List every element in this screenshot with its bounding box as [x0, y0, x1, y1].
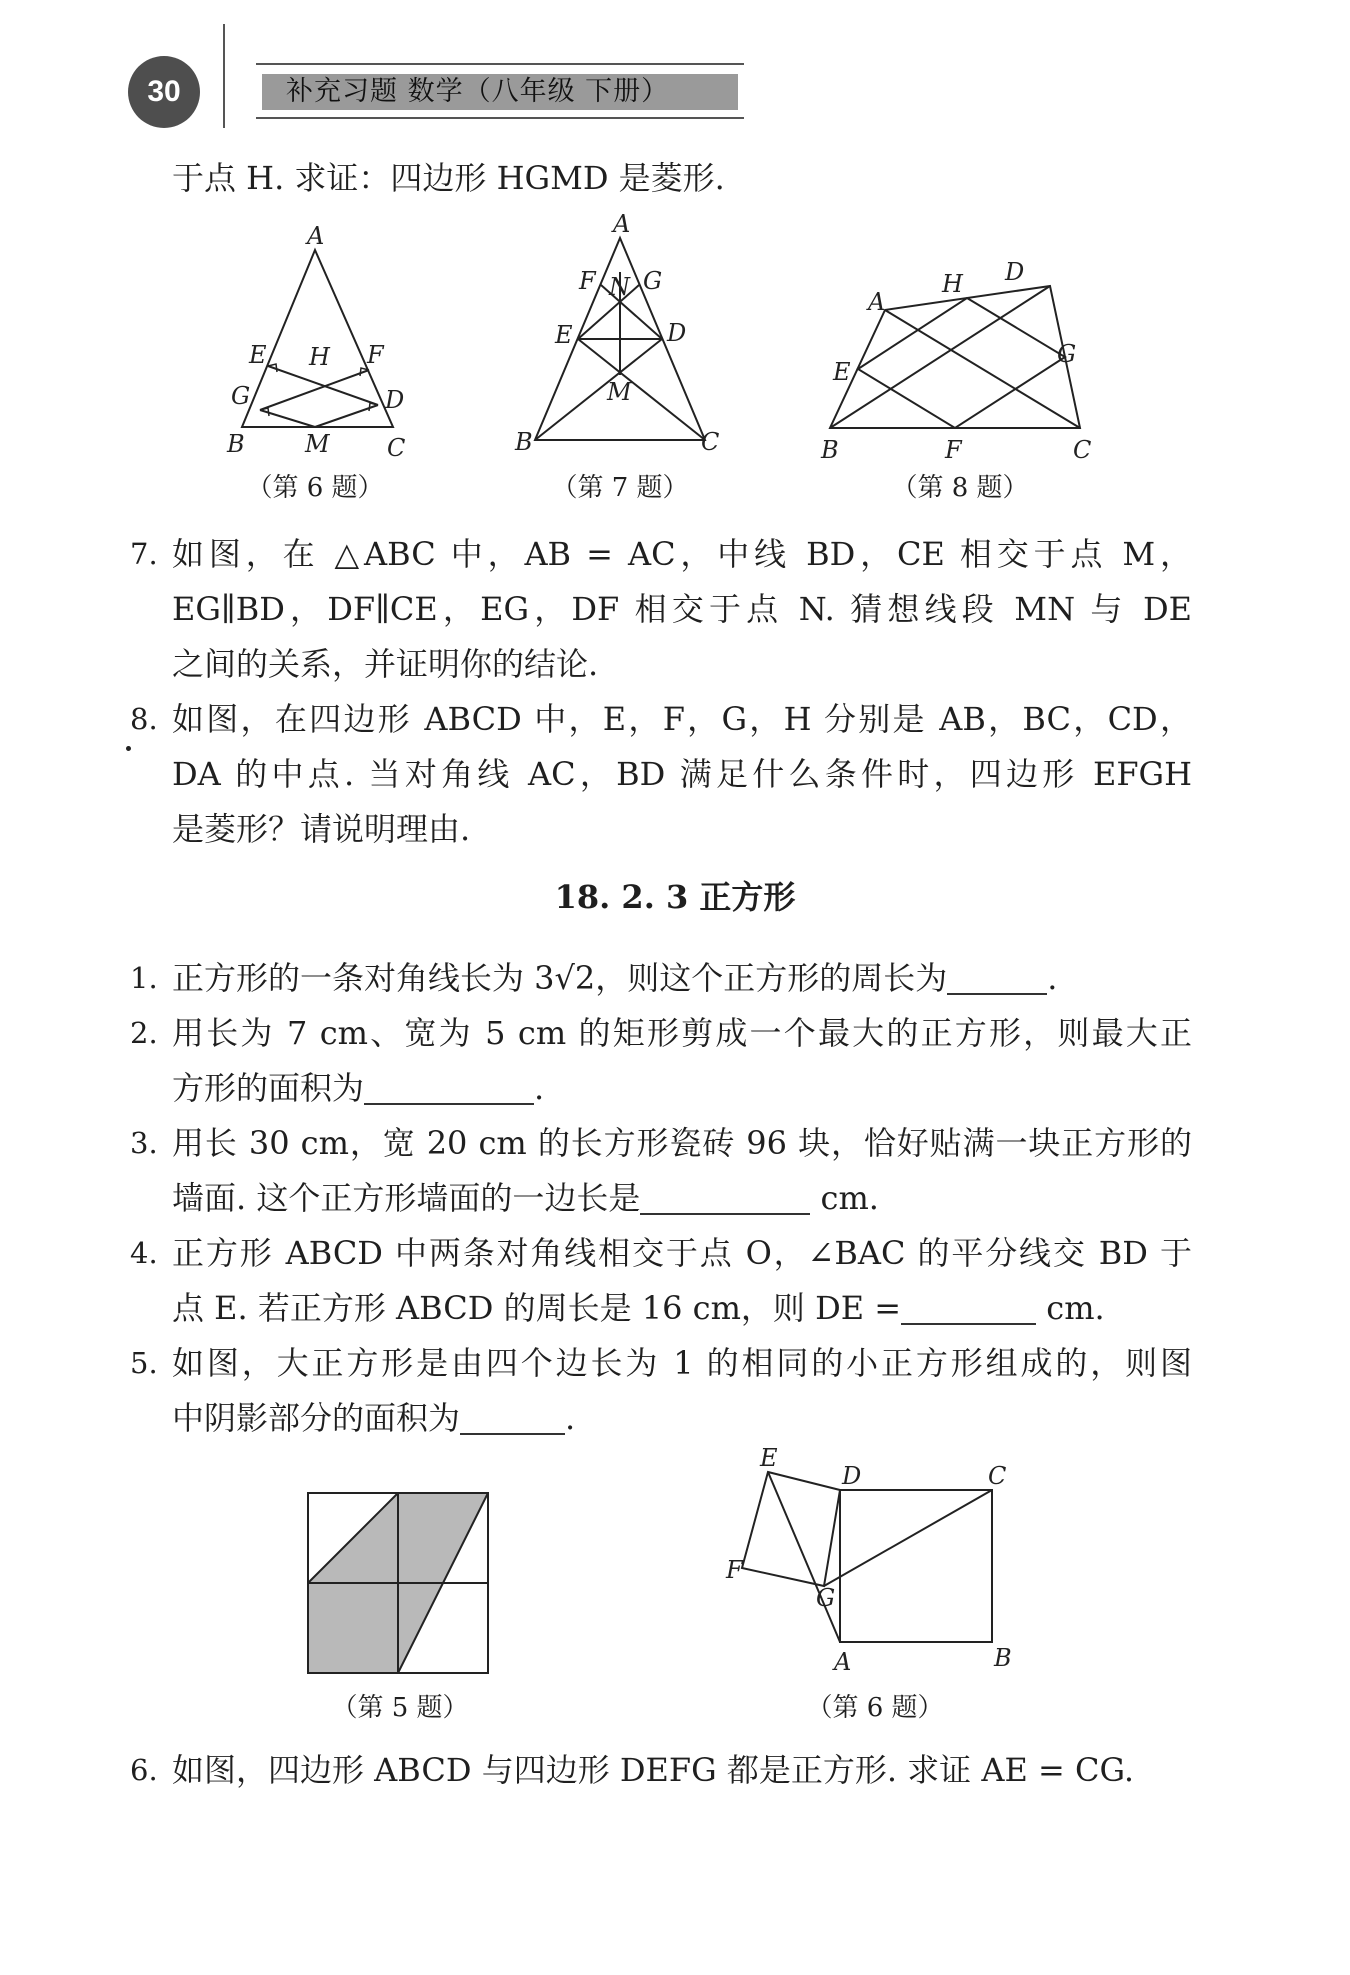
problem-7-line-1: 如图，在 △ABC 中，AB = AC，中线 BD，CE 相交于点 M，: [172, 535, 1192, 573]
label-E: E: [555, 321, 573, 349]
exercise-4-line-1: 正方形 ABCD 中两条对角线相交于点 O，∠BAC 的平分线交 BD 于: [172, 1234, 1192, 1272]
page-number-badge: 30: [128, 56, 200, 128]
figure-6-triangle: [215, 220, 415, 470]
label-E: E: [833, 358, 851, 386]
header-rule-bottom: [256, 117, 744, 119]
label-B: B: [227, 430, 245, 458]
answer-blank[interactable]: [460, 1403, 565, 1435]
figure-5-caption: （第 5 题）: [331, 1693, 469, 1723]
label-A: A: [834, 1648, 852, 1676]
label-B: B: [821, 436, 839, 464]
exercise-2-line-1: 用长为 7 cm、宽为 5 cm 的矩形剪成一个最大的正方形，则最大正: [172, 1014, 1192, 1052]
label-F: F: [945, 436, 962, 464]
problem-8-line-3: 是菱形？请说明理由.: [172, 810, 471, 848]
answer-blank[interactable]: [901, 1293, 1036, 1325]
label-B: B: [994, 1644, 1012, 1672]
label-G: G: [231, 382, 251, 410]
exercise-5-line-1: 如图，大正方形是由四个边长为 1 的相同的小正方形组成的，则图: [172, 1344, 1192, 1382]
label-C: C: [988, 1462, 1007, 1490]
label-M: M: [305, 430, 330, 458]
problem-6-text: 如图，四边形 ABCD 与四边形 DEFG 都是正方形. 求证 AE = CG.: [172, 1751, 1135, 1789]
answer-blank[interactable]: [947, 963, 1047, 995]
problem-8-line-2: DA 的中点. 当对角线 AC，BD 满足什么条件时，四边形 EFGH: [172, 755, 1192, 793]
problem-8-number: 8.: [130, 702, 158, 736]
label-G: G: [816, 1584, 836, 1612]
exercise-4-line-2: 点 E. 若正方形 ABCD 的周长是 16 cm，则 DE = cm.: [172, 1289, 1105, 1327]
figure-6-two-squares: [720, 1440, 1040, 1690]
header-divider: [223, 24, 225, 128]
figure-6-caption: （第 6 题）: [246, 473, 384, 503]
exercise-5-number: 5.: [130, 1346, 158, 1380]
exercise-3-number: 3.: [130, 1126, 158, 1160]
problem-6-number: 6.: [130, 1753, 158, 1787]
exercise-1-number: 1.: [130, 961, 158, 995]
label-F: F: [579, 267, 596, 295]
label-E: E: [760, 1444, 778, 1472]
exercise-3-line-2: 墙面. 这个正方形墙面的一边长是 cm.: [172, 1179, 879, 1217]
label-A: A: [868, 288, 886, 316]
exercise-3-line-1: 用长 30 cm，宽 20 cm 的长方形瓷砖 96 块，恰好贴满一块正方形的: [172, 1124, 1192, 1162]
answer-blank[interactable]: [364, 1073, 534, 1105]
exercise-4-number: 4.: [130, 1236, 158, 1270]
figure-6-bottom-caption: （第 6 题）: [806, 1693, 944, 1723]
label-N: N: [609, 273, 630, 301]
label-A: A: [307, 222, 325, 250]
figure-7-caption: （第 7 题）: [551, 473, 689, 503]
problem-7-line-3: 之间的关系，并证明你的结论.: [172, 645, 599, 683]
label-B: B: [515, 428, 533, 456]
exercise-1-line: 正方形的一条对角线长为 3√2，则这个正方形的周长为 .: [172, 959, 1058, 997]
label-D: D: [385, 386, 405, 414]
running-title: 补充习题 数学（八年级 下册）: [262, 74, 738, 110]
exercise-5-line-2: 中阴影部分的面积为 .: [172, 1399, 576, 1437]
figure-8-quadrilateral: [815, 250, 1105, 470]
label-F: F: [726, 1556, 743, 1584]
problem-7-number: 7.: [130, 537, 158, 571]
label-F: F: [367, 341, 384, 369]
problem-7-line-2: EG∥BD，DF∥CE，EG，DF 相交于点 N. 猜想线段 MN 与 DE: [172, 590, 1192, 628]
label-C: C: [1073, 436, 1092, 464]
label-E: E: [249, 341, 267, 369]
label-D: D: [667, 319, 687, 347]
exercise-2-number: 2.: [130, 1016, 158, 1050]
problem-8-line-1: 如图，在四边形 ABCD 中，E，F，G，H 分别是 AB，BC，CD，: [172, 700, 1192, 738]
label-H: H: [942, 270, 963, 298]
answer-blank[interactable]: [640, 1183, 810, 1215]
label-G: G: [1057, 340, 1077, 368]
figure-7-triangle: [505, 210, 735, 470]
label-G: G: [643, 267, 663, 295]
section-title: 18. 2. 3 正方形: [554, 878, 796, 916]
figure-5-square-grid: [300, 1485, 500, 1685]
label-C: C: [701, 428, 720, 456]
label-D: D: [842, 1462, 862, 1490]
exercise-2-line-2: 方形的面积为 .: [172, 1069, 545, 1107]
label-D: D: [1005, 258, 1025, 286]
stray-dot: [126, 746, 131, 751]
label-H: H: [309, 343, 330, 371]
figure-8-caption: （第 8 题）: [891, 473, 1029, 503]
label-C: C: [387, 434, 406, 462]
label-A: A: [613, 210, 631, 238]
label-M: M: [607, 378, 632, 406]
continued-text: 于点 H. 求证：四边形 HGMD 是菱形.: [172, 159, 725, 197]
header-rule-top: [256, 63, 744, 65]
